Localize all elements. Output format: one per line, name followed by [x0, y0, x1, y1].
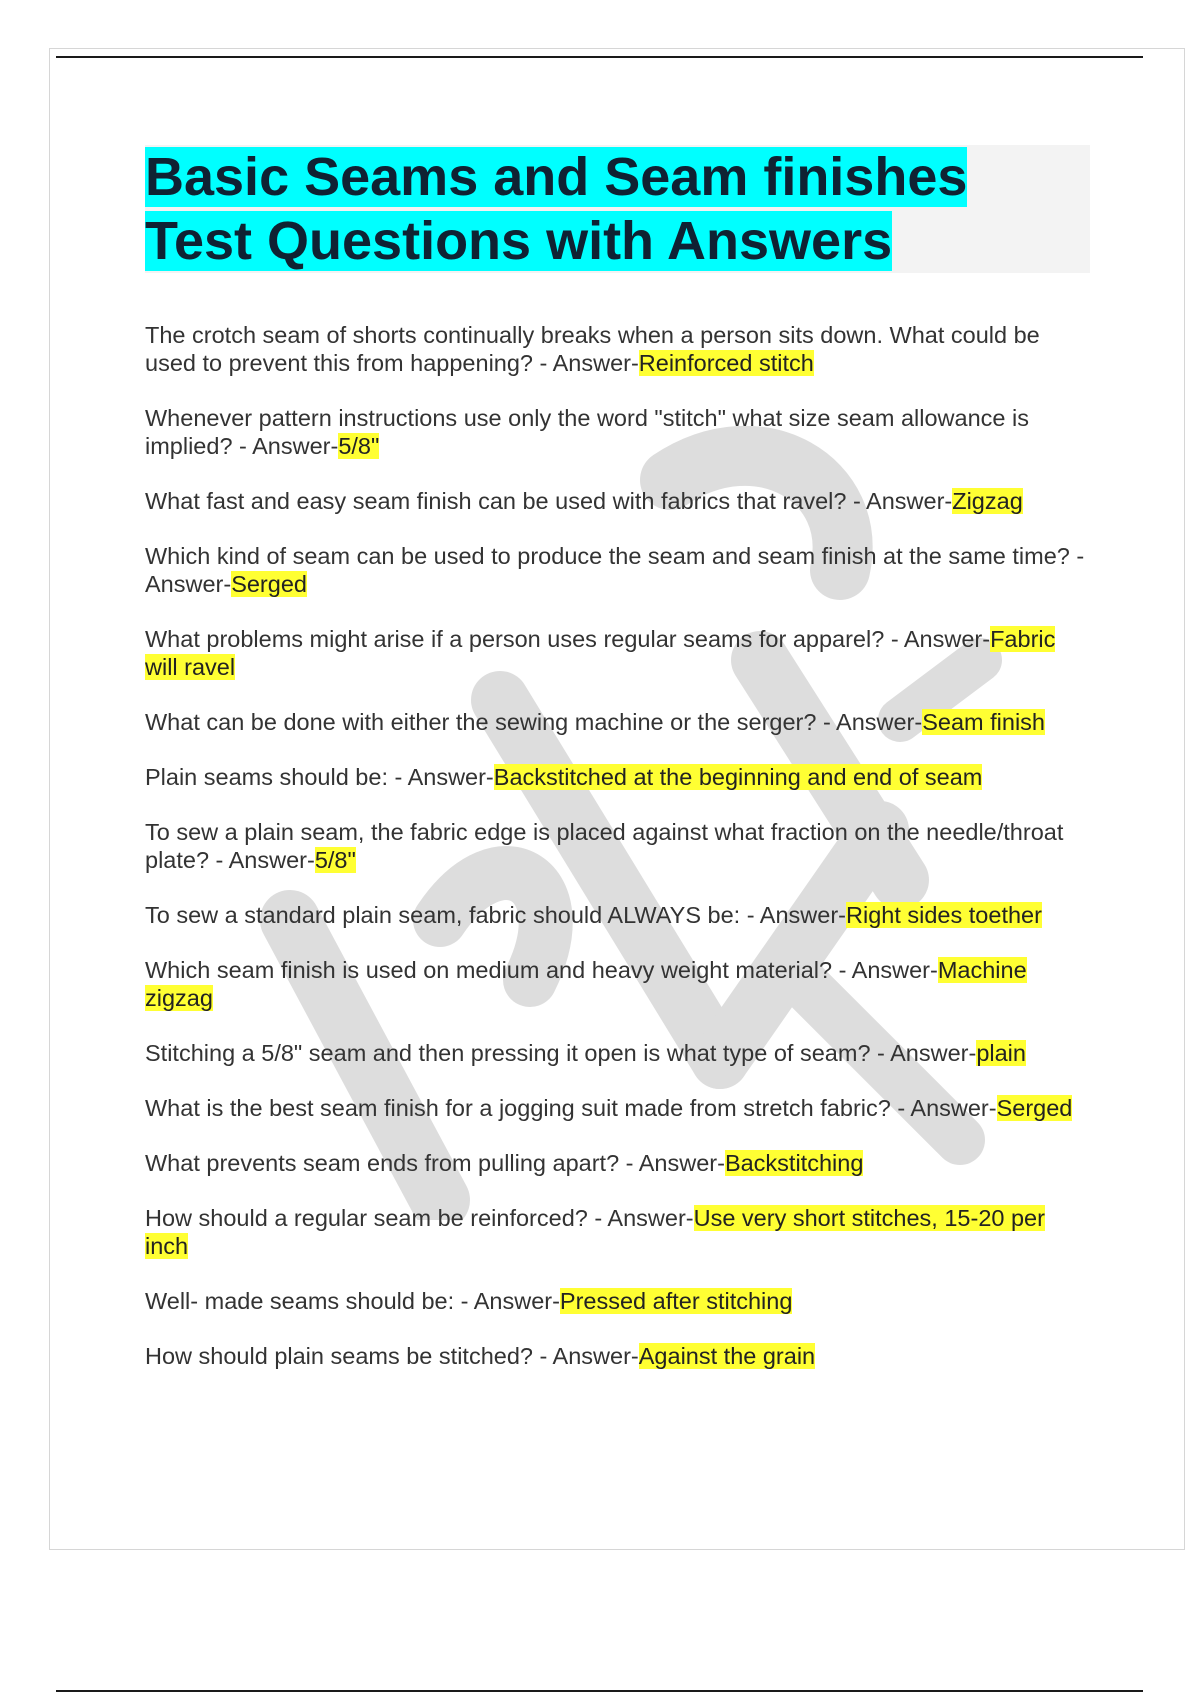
answer-prefix: - Answer- — [587, 1205, 694, 1231]
answer-prefix: - Answer- — [884, 626, 991, 652]
answer-highlight: Serged — [231, 571, 307, 597]
answer-prefix: - Answer- — [454, 1288, 560, 1314]
qa-item — [145, 1039, 1090, 1067]
question-text: What problems might arise if a person uses regular seams for apparel? — [145, 626, 885, 652]
answer-prefix: - Answer- — [533, 350, 639, 376]
question-text: What can be done with either the sewing machine or the serger? — [145, 709, 817, 735]
document-body — [145, 145, 1090, 1397]
title-block — [145, 145, 1090, 273]
question-text: The crotch seam of shorts continually breaks when a person sits down. What could be used to prevent this from happening? — [145, 322, 1040, 376]
question-text: To sew a plain seam, the fabric edge is placed against what fraction on the needle/throat plate? — [145, 819, 1064, 873]
qa-item — [145, 1204, 1090, 1260]
question-text: What is the best seam finish for a jogging suit made from stretch fabric? — [145, 1095, 891, 1121]
answer-prefix: - Answer- — [740, 902, 846, 928]
answer-prefix: - Answer- — [816, 709, 923, 735]
answer-prefix: - Answer- — [209, 847, 315, 873]
qa-item — [145, 956, 1090, 1012]
qa-item — [145, 763, 1090, 791]
question-text: What prevents seam ends from pulling apart? — [145, 1150, 620, 1176]
answer-highlight: 5/8" — [338, 433, 380, 459]
title-line-2: Test Questions with Answers — [145, 211, 893, 271]
qa-item — [145, 708, 1090, 736]
qa-list — [145, 321, 1090, 1370]
question-text: Stitching a 5/8" seam and then pressing it open is what type of seam? — [145, 1040, 871, 1066]
answer-highlight: Pressed after stitching — [559, 1288, 793, 1314]
answer-highlight: Backstitched at the beginning and end of seam — [493, 764, 983, 790]
answer-highlight: Zigzag — [952, 488, 1023, 514]
qa-item — [145, 1342, 1090, 1370]
answer-highlight: Backstitching — [724, 1150, 864, 1176]
qa-item — [145, 1287, 1090, 1315]
answer-highlight: 5/8" — [314, 847, 356, 873]
qa-item — [145, 818, 1090, 874]
answer-highlight: Serged — [996, 1095, 1073, 1121]
answer-highlight: Right sides toether — [846, 902, 1042, 928]
qa-item — [145, 404, 1090, 460]
answer-highlight: plain — [976, 1040, 1026, 1066]
answer-prefix: - Answer- — [846, 488, 953, 514]
question-text: How should plain seams be stitched? — [145, 1343, 533, 1369]
question-text: Plain seams should be: — [145, 764, 388, 790]
answer-highlight: Reinforced stitch — [638, 350, 814, 376]
answer-prefix: - Answer- — [532, 1343, 639, 1369]
qa-item — [145, 321, 1090, 377]
answer-prefix: - Answer- — [890, 1095, 997, 1121]
answer-prefix: - Answer- — [619, 1150, 725, 1176]
qa-item — [145, 542, 1090, 598]
qa-item — [145, 1149, 1090, 1177]
qa-item — [145, 625, 1090, 681]
answer-prefix: - Answer- — [832, 957, 938, 983]
title-line-1: Basic Seams and Seam finishes — [145, 147, 968, 207]
qa-item — [145, 487, 1090, 515]
answer-prefix: - Answer- — [387, 764, 494, 790]
question-text: Whenever pattern instructions use only the word "stitch" what size seam allowance is implied? — [145, 405, 1029, 459]
question-text: Which seam finish is used on medium and heavy weight material? — [145, 957, 833, 983]
top-divider — [56, 56, 1143, 58]
answer-highlight: Seam finish — [922, 709, 1045, 735]
question-text: How should a regular seam be reinforced? — [145, 1205, 588, 1231]
answer-prefix: - Answer- — [870, 1040, 977, 1066]
qa-item — [145, 901, 1090, 929]
answer-highlight: Fabric will ravel — [145, 626, 1056, 680]
answer-highlight: Against the grain — [638, 1343, 816, 1369]
question-text: Well- made seams should be: — [145, 1288, 455, 1314]
answer-prefix: - Answer- — [145, 543, 1085, 597]
bottom-divider — [56, 1690, 1143, 1692]
qa-item — [145, 1094, 1090, 1122]
question-text: What fast and easy seam finish can be used with fabrics that ravel? — [145, 488, 847, 514]
question-text: To sew a standard plain seam, fabric should ALWAYS be: — [145, 902, 741, 928]
document-title — [145, 145, 1090, 273]
answer-prefix: - Answer- — [232, 433, 339, 459]
question-text: Which kind of seam can be used to produce the seam and seam finish at the same time? — [145, 543, 1070, 569]
answer-highlight: Use very short stitches, 15-20 per inch — [145, 1205, 1045, 1259]
answer-highlight: Machine zigzag — [145, 957, 1027, 1011]
